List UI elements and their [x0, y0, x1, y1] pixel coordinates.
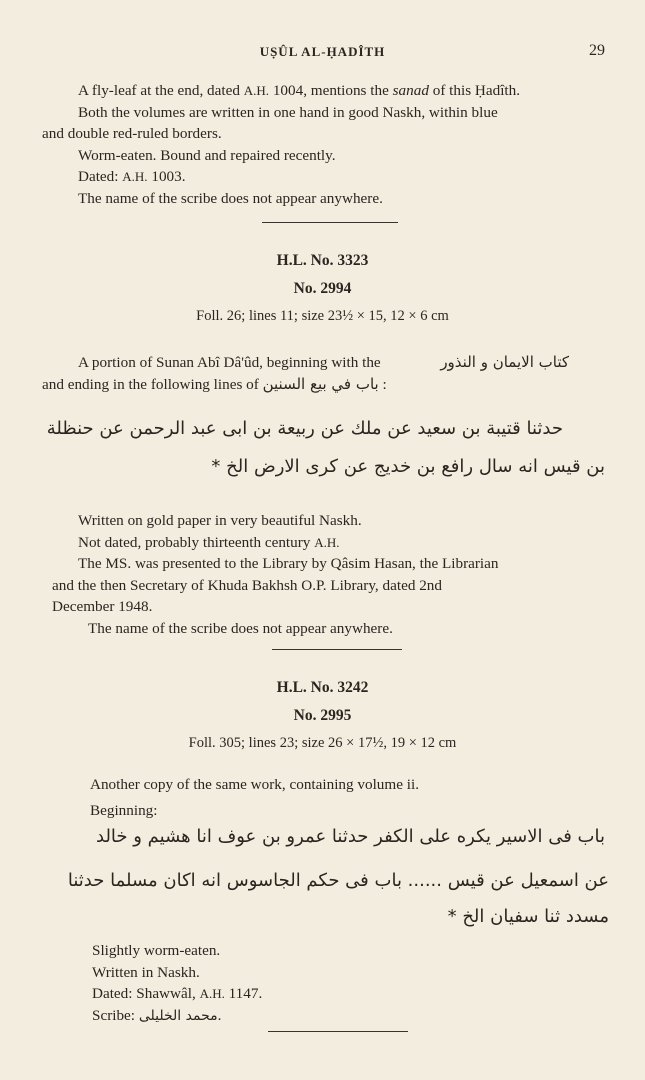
arabic-begin-3: مسدد ثنا سفيان الخ * — [447, 906, 609, 927]
note-scribe-2: The name of the scribe does not appear anywhere. — [88, 619, 393, 637]
note-written: Written in Naskh. — [92, 963, 200, 981]
entry-3242 — [0, 677, 645, 752]
note-hand: Both the volumes are written in one hand in good Naskh, within blue — [78, 103, 498, 121]
entry-3242-desc — [0, 774, 645, 821]
entry-3242-notes — [0, 940, 645, 1027]
divider — [262, 222, 398, 223]
ms-number-2: No. 2995 — [293, 707, 352, 724]
note-scribe-3: Scribe: محمد الخليلى. — [92, 1006, 222, 1024]
hl-number: H.L. No. 3323 — [276, 252, 369, 269]
note-hand-cont: and double red-ruled borders. — [42, 125, 222, 142]
note-dated-2: Dated: Shawwâl, A.H. 1147. — [92, 985, 263, 1002]
entry-3323-notes — [0, 510, 645, 639]
intro-notes — [0, 80, 645, 209]
arabic-begin-1: باب فى الاسير يكره على الكفر حدثنا عمرو بن عوف انا هشيم و خالد — [96, 826, 605, 847]
note-flyleaf: A fly-leaf at the end, dated A.H. 1004, mentions the sanad of this Ḥadîth. — [78, 82, 521, 99]
page-number: 29 — [589, 42, 605, 59]
note-presented-date: December 1948. — [52, 598, 153, 615]
copy-line: Another copy of the same work, containing volume ii. — [90, 776, 419, 793]
note-paper: Written on gold paper in very beautiful Naskh. — [78, 512, 362, 529]
running-title: UṢÛL AL-ḤADÎTH — [259, 44, 386, 59]
note-scribe: The name of the scribe does not appear anywhere. — [78, 189, 383, 207]
note-dated: Dated: A.H. 1003. — [78, 168, 186, 185]
divider-3 — [268, 1031, 408, 1032]
note-notdated: Not dated, probably thirteenth century A.H. — [78, 533, 340, 551]
arabic-quote-1: حدثنا قتيبة بن سعيد عن ملك عن ربيعة بن ابى عبد الرحمن عن حنظلة — [46, 418, 563, 439]
page-header — [0, 44, 645, 64]
arabic-quote-2: بن قيس انه سال رافع بن خديج عن كرى الارض الخ * — [211, 456, 605, 477]
folio-info: Foll. 26; lines 11; size 23½ × 15, 12 × 6 cm — [196, 308, 449, 324]
note-presented-cont: and the then Secretary of Khuda Bakhsh O.P. Library, dated 2nd — [52, 576, 442, 594]
beginning-label: Beginning: — [90, 801, 158, 819]
folio-info-2: Foll. 305; lines 23; size 26 × 17½, 19 × 12 cm — [188, 735, 457, 751]
arabic-chapter: باب في بيع السنين — [262, 374, 379, 393]
hl-number-2: H.L. No. 3242 — [276, 679, 369, 696]
note-presented: The MS. was presented to the Library by Qâsim Hasan, the Librarian — [78, 555, 499, 572]
note-condition: Worm-eaten. Bound and repaired recently. — [78, 146, 336, 164]
portion-line: A portion of Sunan Abî Dâ'ûd, beginning with the كتاب الايمان و النذور — [0, 352, 645, 374]
arabic-title-start: كتاب الايمان و النذور — [440, 353, 569, 371]
entry-3323-desc — [0, 352, 645, 395]
divider-2 — [272, 649, 402, 650]
scribe-arabic: محمد الخليلى — [138, 1007, 218, 1024]
entry-3323 — [0, 250, 645, 325]
arabic-begin-2: عن اسمعيل عن قيس ...... باب فى حكم الجاسوس انه اكان مسلما حدثنا — [67, 870, 609, 891]
ms-number: No. 2994 — [293, 280, 352, 297]
ending-line: and ending in the following lines of باب في بيع السنين : — [0, 374, 645, 396]
note-wormeaten: Slightly worm-eaten. — [92, 942, 221, 959]
